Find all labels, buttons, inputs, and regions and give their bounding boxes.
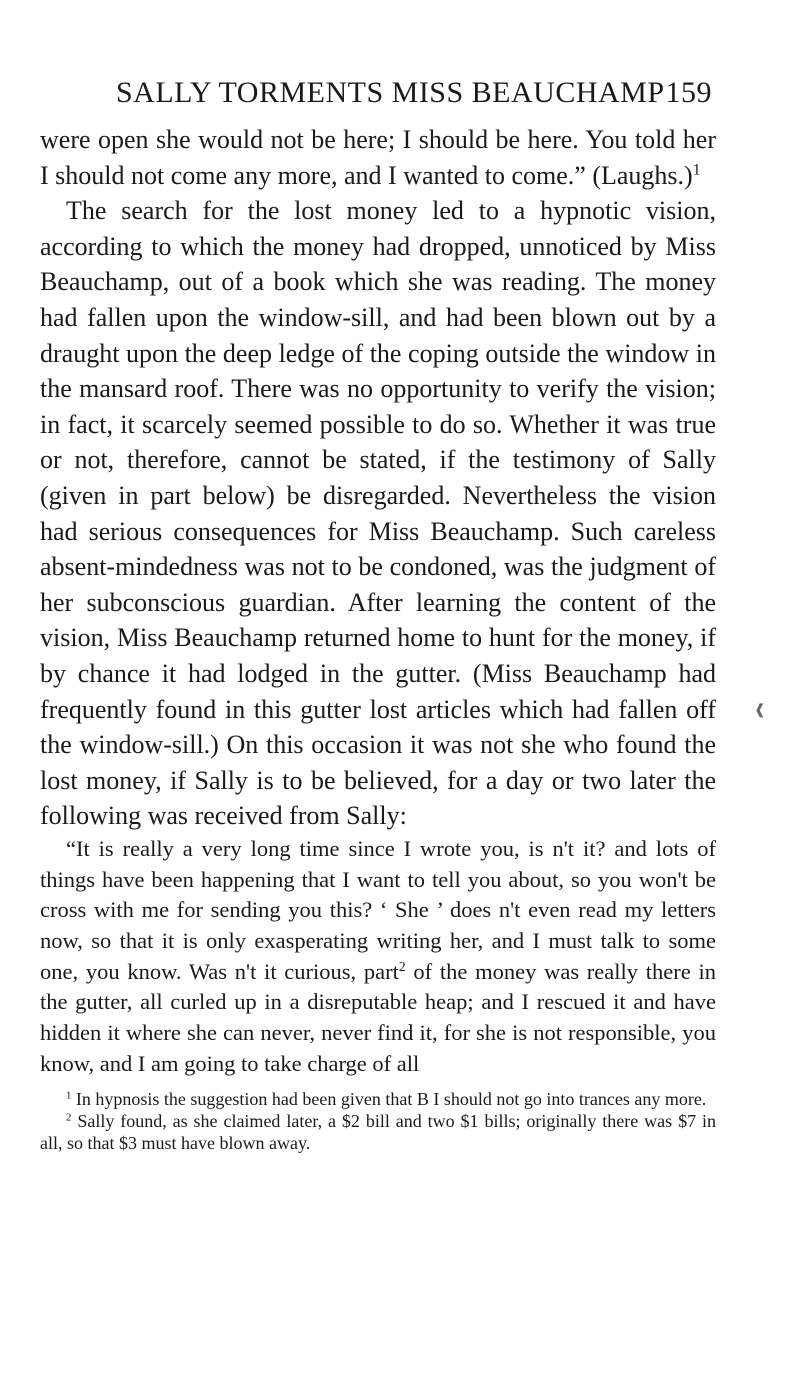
paragraph-continued-text: were open she would not be here; I should be here. You told her I should not come any more, and I wanted to come.” (Laughs.) [40,125,716,190]
footnote-text-1: In hypnosis the suggestion had been given that B I should not go into trances any more. [71,1088,707,1109]
margin-mark: ❰ [754,703,766,718]
footnote-text-2: Sally found, as she claimed later, a $2 bill and two $1 bills; originally there was $7 in all, so that $3 must have blown away. [40,1110,716,1153]
paragraph-continued [40,122,716,193]
letter-text-part-2: of the money was really there in the gutter, all curled up in a disreputable heap; and I rescued it and have hidden it where she can never, never find it, for she is not responsible, you know, and I am going to take charge of all [40,958,716,1076]
footnote-reference-2: 2 [398,958,406,974]
running-head [116,76,712,116]
footnote-marker-1: 1 [66,1089,72,1102]
footnote-marker-2: 2 [66,1111,72,1124]
page-number: 159 [665,76,712,109]
letter-quotation [40,834,716,1080]
footnote-reference-1: 1 [692,161,701,179]
footnote-2 [40,1110,716,1154]
letter-text-part-1: “It is really a very long time since I wrote you, is n't it? and lots of things have been happening that I want to tell you about, so you won't be cross with me for sending you this? ‘ She ’ does n't even read my letters now, so that it is only exasperating writing her, and I must talk to some one, you know. Was n't it curious, part [40,835,716,984]
footnote-1 [40,1088,716,1110]
running-head-title: SALLY TORMENTS MISS BEAUCHAMP [116,76,665,109]
footnotes [40,1088,716,1154]
paragraph-search: The search for the lost money led to a hypnotic vision, according to which the money had dropped, unnoticed by Miss Beauchamp, out of a book which she was reading. The money had fallen upon the window-sill, and had been blown out by a draught upon the deep ledge of the coping outside the window in the mansard roof. There was no opportunity to verify the vision; in fact, it scarcely seemed possible to do so. Whether it was true or not, therefore, cannot be stated, if the testimony of Sally (given in part below) be disregarded. Nevertheless the vision had serious consequences for Miss Beauchamp. Such careless absent-mindedness was not to be condoned, was the judgment of her subconscious guardian. After learning the content of the vision, Miss Beauchamp returned home to hunt for the money, if by chance it had lodged in the gutter. (Miss Beauchamp had frequently found in this gutter lost articles which had fallen off the window-sill.) On this occasion it was not she who found the lost money, if Sally is to be believed, for a day or two later the following was received from Sally: [40,196,716,831]
body-text [40,122,716,1154]
